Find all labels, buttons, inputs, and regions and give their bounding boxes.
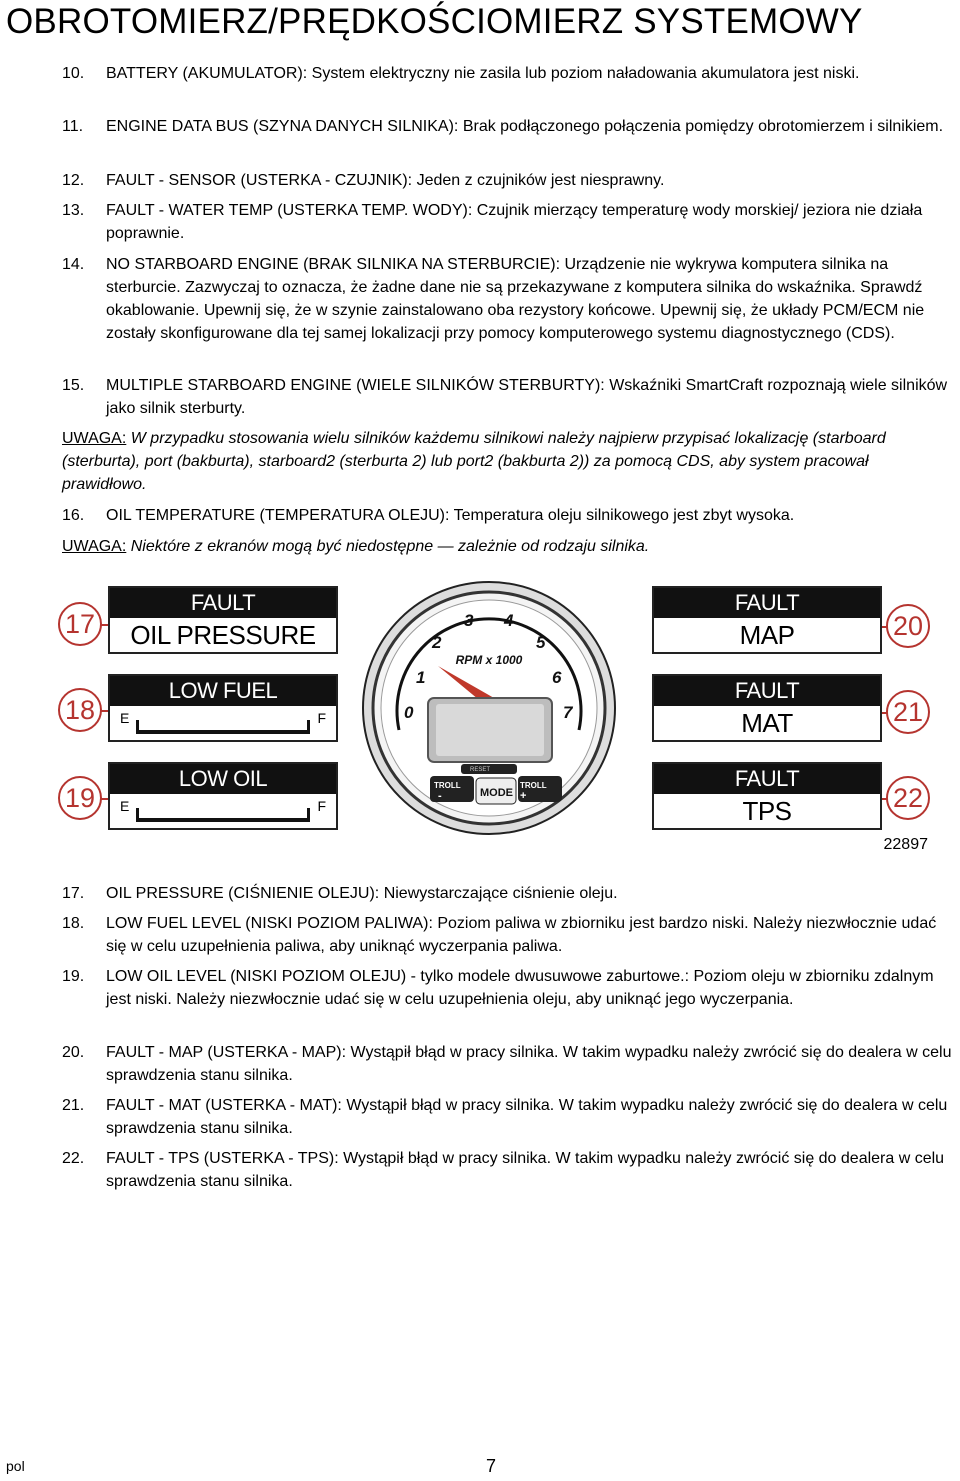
panel-header: FAULT	[654, 764, 880, 794]
item-term: OIL PRESSURE (CIŚNIENIE OLEJU)	[106, 885, 375, 902]
list-item	[62, 1094, 954, 1140]
callout-18: 18	[58, 688, 102, 732]
note-text: Niektóre z ekranów mogą być niedostępne — zależnie od rodzaju silnika.	[126, 538, 650, 555]
item-number: 15.	[62, 377, 85, 394]
item-desc: : Czujnik mierzący temperaturę wody morskiej/ jeziora nie działa poprawnie.	[106, 202, 923, 242]
item-desc: : Brak podłączonego połączenia pomiędzy obrotomierzem i silnikiem.	[453, 118, 944, 135]
fault-mat-panel	[652, 674, 882, 742]
callout-20: 20	[886, 604, 930, 648]
item-number: 21.	[62, 1097, 85, 1114]
panel-header: LOW OIL	[110, 764, 336, 794]
item-desc: : Jeden z czujników jest niesprawny.	[407, 172, 665, 189]
callout-19: 19	[58, 776, 102, 820]
plus-label: +	[520, 790, 527, 802]
item-term: LOW FUEL LEVEL (NISKI POZIOM PALIWA)	[106, 915, 429, 932]
list-item	[62, 62, 954, 85]
note-text: W przypadku stosowania wielu silników każdemu silnikowi należy najpierw przypisać lokalizację (starboard (sterburta), port (bakburta), starboard2 (sterburta 2) lub port2 (bakburta 2)) za pomocą CDS, aby system pracował prawidłowo.	[62, 430, 886, 493]
panel-value: MAP	[654, 618, 880, 652]
scale-0: 0	[404, 703, 414, 722]
item-term: LOW OIL LEVEL (NISKI POZIOM OLEJU) - tylko modele dwusuwowe zaburtowe.	[106, 968, 685, 985]
rpm-unit-label: RPM x 1000	[455, 653, 523, 667]
scale-1: 1	[416, 668, 426, 687]
fault-map-panel	[652, 586, 882, 654]
note-label: UWAGA:	[62, 430, 127, 447]
tachometer-gauge	[358, 580, 620, 842]
figure-id: 22897	[883, 836, 928, 853]
page-number: 7	[486, 1456, 497, 1476]
item-term: FAULT - MAP (USTERKA - MAP)	[106, 1044, 342, 1061]
item-number: 10.	[62, 65, 85, 82]
panel-header: FAULT	[654, 676, 880, 706]
page-title: OBROTOMIERZ/PRĘDKOŚCIOMIERZ SYSTEMOWY	[6, 2, 863, 41]
item-term: BATTERY (AKUMULATOR)	[106, 65, 303, 82]
item-term: ENGINE DATA BUS (SZYNA DANYCH SILNIKA)	[106, 118, 454, 135]
oil-level-bar	[110, 794, 336, 828]
item-desc: : Wystąpił błąd w pracy silnika. W takim wypadku należy zwrócić się do dealera w celu sprawdzenia stanu silnika.	[106, 1044, 952, 1084]
item-desc: : Niewystarczające ciśnienie oleju.	[374, 885, 618, 902]
item-desc: : Wskaźniki SmartCraft rozpoznają wiele silników jako silnik sterburty.	[106, 377, 948, 417]
item-desc: : System elektryczny nie zasila lub poziom naładowania akumulatora jest niski.	[302, 65, 860, 82]
item-number: 12.	[62, 172, 85, 189]
list-item	[62, 374, 954, 420]
low-oil-panel	[108, 762, 338, 830]
empty-label: E	[120, 798, 130, 814]
reset-label: RESET	[470, 767, 491, 773]
callout-17: 17	[58, 602, 102, 646]
list-item	[62, 253, 954, 345]
item-desc: : Wystąpił błąd w pracy silnika. W takim wypadku należy zwrócić się do dealera w celu sprawdzenia stanu silnika.	[106, 1097, 948, 1137]
item-number: 17.	[62, 885, 85, 902]
list-item	[62, 1147, 954, 1193]
callout-22: 22	[886, 776, 930, 820]
fuel-level-bar	[110, 706, 336, 740]
item-term: MULTIPLE STARBOARD ENGINE (WIELE SILNIKÓW STERBURTY)	[106, 377, 601, 394]
list-item	[62, 882, 954, 905]
item-desc: : Poziom oleju w zbiorniku zdalnym jest niski. Należy niezwłocznie udać się w celu uzupełnienia oleju, aby uniknąć jego wyczerpania.	[106, 968, 934, 1008]
troll-minus-label: TROLL	[434, 781, 461, 790]
item-term: FAULT - WATER TEMP (USTERKA TEMP. WODY)	[106, 202, 468, 219]
item-desc: : Poziom paliwa w zbiorniku jest bardzo niski. Należy niezwłocznie udać się w celu uzupełnienia paliwa, aby uniknąć wyczerpania paliwa.	[106, 915, 937, 955]
note	[62, 535, 954, 558]
panel-header: LOW FUEL	[110, 676, 336, 706]
panel-header: FAULT	[110, 588, 336, 618]
item-number: 20.	[62, 1044, 85, 1061]
item-number: 16.	[62, 507, 85, 524]
scale-3: 3	[464, 611, 474, 630]
item-term: FAULT - MAT (USTERKA - MAT)	[106, 1097, 338, 1114]
scale-2: 2	[432, 633, 442, 652]
item-number: 18.	[62, 915, 85, 932]
item-number: 13.	[62, 202, 85, 219]
level-bar	[136, 730, 310, 734]
list-item	[62, 169, 954, 192]
scale-7: 7	[563, 703, 573, 722]
list-item	[62, 199, 954, 245]
oil-pressure-panel	[108, 586, 338, 654]
empty-label: E	[120, 710, 130, 726]
panel-value: OIL PRESSURE	[110, 618, 336, 652]
level-bar	[136, 818, 310, 822]
item-number: 14.	[62, 256, 85, 273]
scale-6: 6	[552, 668, 562, 687]
panel-header: FAULT	[654, 588, 880, 618]
low-fuel-panel	[108, 674, 338, 742]
list-item	[62, 912, 954, 958]
minus-label: -	[438, 790, 442, 802]
full-label: F	[317, 710, 326, 726]
item-term: NO STARBOARD ENGINE (BRAK SILNIKA NA STERBURCIE)	[106, 256, 556, 273]
item-desc: : Urządzenie nie wykrywa komputera silnika na sterburcie. Zazwyczaj to oznacza, że żadne dane nie są przekazywane z komputera silnika do wskaźnika. Sprawdź okablowanie. Upewnij się, że w szynie zainstalowano oba rezystory końcowe. Upewnij się, że układy PCM/ECM nie zostały skonfigurowane dla tej samej lokalizacji przy pomocy komputerowego systemu diagnostycznego (CDS).	[106, 256, 925, 342]
scale-5: 5	[536, 633, 546, 652]
troll-plus-label: TROLL	[520, 781, 547, 790]
scale-4: 4	[504, 611, 514, 630]
note	[62, 427, 954, 496]
item-term: FAULT - TPS (USTERKA - TPS)	[106, 1150, 335, 1167]
panel-value: MAT	[654, 706, 880, 740]
lcd-inner	[436, 704, 544, 756]
fault-tps-panel	[652, 762, 882, 830]
gauge-figure	[0, 580, 960, 870]
full-label: F	[317, 798, 326, 814]
item-number: 22.	[62, 1150, 85, 1167]
mode-label: MODE	[480, 787, 513, 799]
list-item	[62, 1041, 954, 1087]
list-item	[62, 115, 954, 138]
list-item	[62, 504, 954, 527]
footer-language: pol	[6, 1458, 25, 1474]
item-term: FAULT - SENSOR (USTERKA - CZUJNIK)	[106, 172, 408, 189]
panel-value: TPS	[654, 794, 880, 828]
item-desc: : Wystąpił błąd w pracy silnika. W takim wypadku należy zwrócić się do dealera w celu sprawdzenia stanu silnika.	[106, 1150, 945, 1190]
list-item	[62, 965, 954, 1011]
item-term: OIL TEMPERATURE (TEMPERATURA OLEJU)	[106, 507, 446, 524]
item-number: 19.	[62, 968, 85, 985]
callout-21: 21	[886, 690, 930, 734]
note-label: UWAGA:	[62, 538, 127, 555]
item-number: 11.	[62, 118, 84, 135]
item-desc: : Temperatura oleju silnikowego jest zbyt wysoka.	[445, 507, 795, 524]
